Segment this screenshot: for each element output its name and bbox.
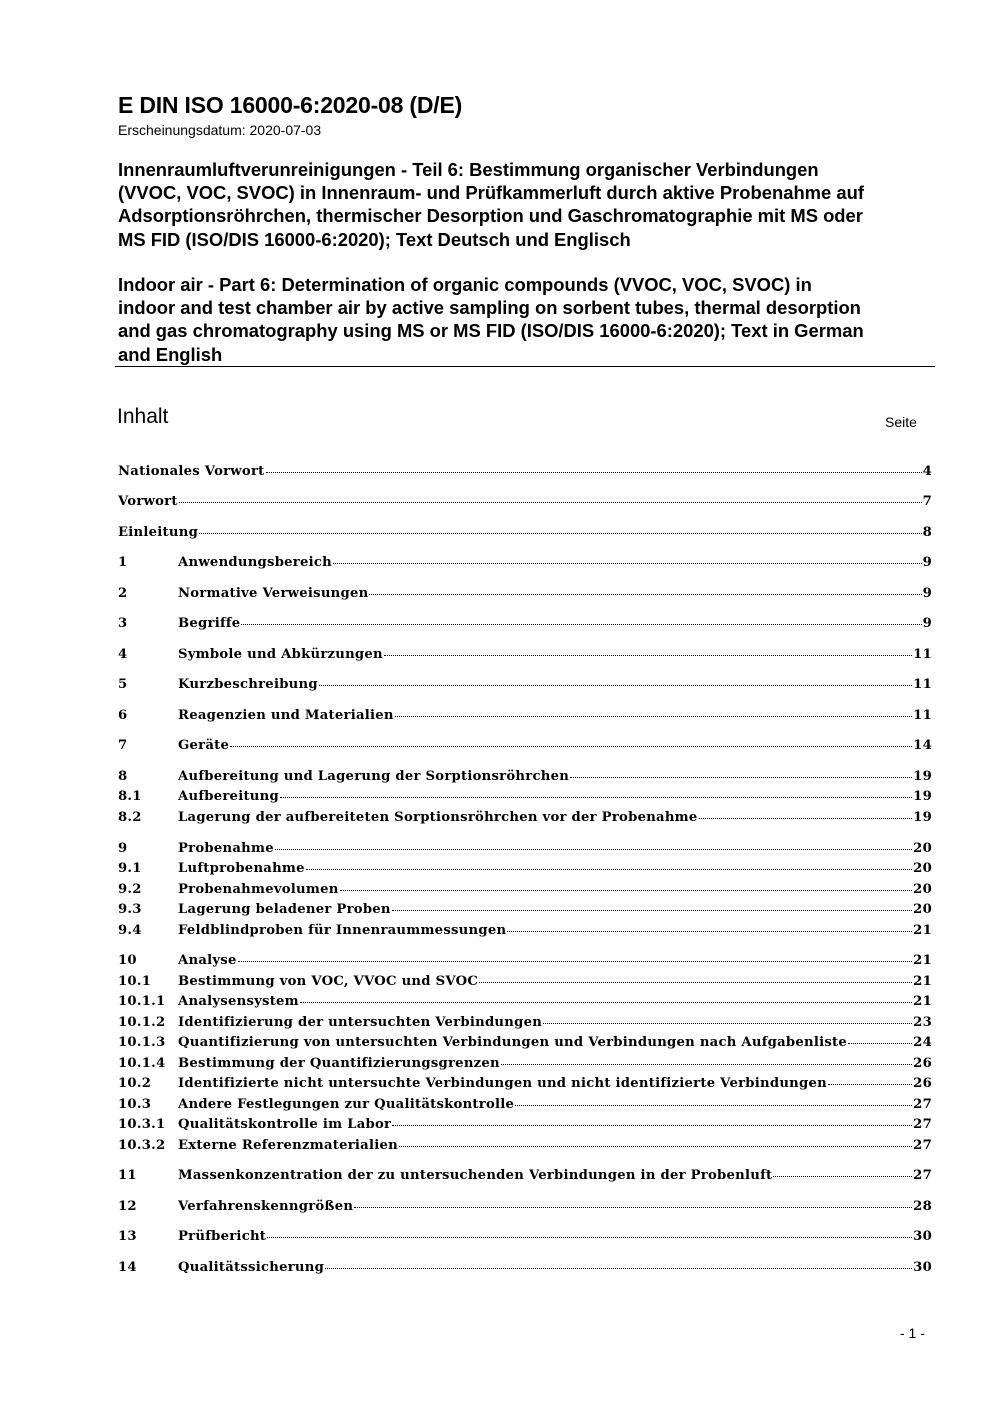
toc-entry-title: Anwendungsbereich xyxy=(178,555,333,570)
toc-entry-title: Probenahme xyxy=(178,841,274,856)
toc-entry-title: Begriffe xyxy=(178,616,241,631)
toc-entry-title: Geräte xyxy=(178,738,230,753)
toc-entry-title: Identifizierung der untersuchten Verbindungen xyxy=(178,1015,543,1030)
toc-entry[interactable] xyxy=(118,1229,932,1249)
toc-entry-title: Bestimmung der Quantifizierungsgrenzen xyxy=(178,1056,500,1071)
toc-dot-leader xyxy=(199,533,922,534)
toc-entry-page: 7 xyxy=(922,494,932,509)
toc-entry-title: Qualitätskontrolle im Labor xyxy=(178,1117,392,1132)
toc-entry-number: 10 xyxy=(118,953,137,968)
toc-entry-number: 1 xyxy=(118,555,128,570)
toc-entry[interactable] xyxy=(118,882,932,902)
toc-dot-leader xyxy=(395,716,912,717)
toc-entry[interactable] xyxy=(118,789,932,809)
toc-dot-leader xyxy=(515,1105,912,1106)
toc-entry[interactable] xyxy=(118,1168,932,1188)
toc-entry[interactable] xyxy=(118,677,932,697)
title-german-line: Adsorptionsröhrchen, thermischer Desorption und Gaschromatographie mit MS oder xyxy=(118,205,863,227)
toc-entry-title: Bestimmung von VOC, VVOC und SVOC xyxy=(178,974,479,989)
toc-entry-title: Feldblindproben für Innenraummessungen xyxy=(178,923,507,938)
toc-entry-number: 9.1 xyxy=(118,861,142,876)
toc-dot-leader xyxy=(399,1146,912,1147)
toc-entry-title: Aufbereitung xyxy=(178,789,279,804)
toc-entry-title: Analyse xyxy=(178,953,237,968)
toc-entry[interactable] xyxy=(118,974,932,994)
toc-entry[interactable] xyxy=(118,525,932,545)
toc-dot-leader xyxy=(354,1207,912,1208)
toc-entry-title: Verfahrenskenngrößen xyxy=(178,1199,354,1214)
toc-dot-leader xyxy=(238,961,913,962)
toc-entry-page: 21 xyxy=(913,923,932,938)
toc-entry[interactable] xyxy=(118,708,932,728)
toc-entry-title: Quantifizierung von untersuchten Verbindungen und Verbindungen nach Aufgabenliste xyxy=(178,1035,848,1050)
toc-entry-number: 14 xyxy=(118,1260,137,1275)
toc-entry[interactable] xyxy=(118,1076,932,1096)
toc-entry-number: 10.1.2 xyxy=(118,1015,166,1030)
title-german-line: Innenraumluftverunreinigungen - Teil 6: Bestimmung organischer Verbindungen xyxy=(118,159,819,180)
toc-entry-title: Probenahmevolumen xyxy=(178,882,339,897)
toc-entry-page: 20 xyxy=(913,861,932,876)
toc-entry[interactable] xyxy=(118,861,932,881)
toc-entry-title: Luftprobenahme xyxy=(178,861,305,876)
toc-entry[interactable] xyxy=(118,1035,932,1055)
toc-entry-page: 30 xyxy=(913,1260,932,1275)
toc-entry-title: Massenkonzentration der zu untersuchenden Verbindungen in der Probenluft xyxy=(178,1168,773,1183)
toc-entry-title: Qualitätssicherung xyxy=(178,1260,325,1275)
toc-entry[interactable] xyxy=(118,555,932,575)
toc-entry-title: Analysensystem xyxy=(178,994,299,1009)
toc-entry-title: Externe Referenzmaterialien xyxy=(178,1138,398,1153)
toc-entry[interactable] xyxy=(118,1260,932,1280)
toc-entry[interactable] xyxy=(118,616,932,636)
toc-entry-title: Einleitung xyxy=(118,525,199,540)
toc-dot-leader xyxy=(773,1176,912,1177)
toc-entry-number: 9.3 xyxy=(118,902,142,917)
toc-entry-page: 20 xyxy=(913,841,932,856)
toc-entry-number: 9.2 xyxy=(118,882,142,897)
toc-entry-number: 10.3 xyxy=(118,1097,152,1112)
toc-entry-page: 19 xyxy=(913,810,932,825)
toc-heading: Inhalt xyxy=(117,405,169,428)
toc-entry-number: 10.3.2 xyxy=(118,1138,166,1153)
toc-entry-page: 11 xyxy=(913,708,932,723)
toc-entry[interactable] xyxy=(118,1117,932,1137)
toc-entry-title: Symbole und Abkürzungen xyxy=(178,647,383,662)
toc-page-label: Seite xyxy=(885,414,917,430)
toc-entry-number: 3 xyxy=(118,616,128,631)
toc-entry-page: 20 xyxy=(913,882,932,897)
toc-entry[interactable] xyxy=(118,586,932,606)
toc-entry-title: Kurzbeschreibung xyxy=(178,677,318,692)
toc-entry-title: Lagerung der aufbereiteten Sorptionsröhrchen vor der Probenahme xyxy=(178,810,698,825)
toc-entry-page: 24 xyxy=(913,1035,932,1050)
toc-entry-title: Aufbereitung und Lagerung der Sorptionsröhrchen xyxy=(178,769,570,784)
toc-entry[interactable] xyxy=(118,769,932,789)
toc-entry[interactable] xyxy=(118,1138,932,1158)
toc-dot-leader xyxy=(828,1084,912,1085)
toc-entry[interactable] xyxy=(118,810,932,830)
toc-entry-page: 23 xyxy=(913,1015,932,1030)
toc-entry-number: 4 xyxy=(118,647,128,662)
toc-entry-number: 13 xyxy=(118,1229,137,1244)
toc-entry[interactable] xyxy=(118,1097,932,1117)
toc-entry-page: 27 xyxy=(913,1168,932,1183)
toc-entry[interactable] xyxy=(118,923,932,943)
toc-entry-page: 9 xyxy=(922,586,932,601)
toc-entry-page: 20 xyxy=(913,902,932,917)
toc-dot-leader xyxy=(300,1002,912,1003)
toc-dot-leader xyxy=(384,655,912,656)
release-date: Erscheinungsdatum: 2020-07-03 xyxy=(118,122,322,138)
toc-dot-leader xyxy=(369,594,921,595)
toc-entry-number: 11 xyxy=(118,1168,137,1183)
toc-entry-page: 9 xyxy=(922,555,932,570)
toc-entry-page: 21 xyxy=(913,974,932,989)
toc-dot-leader xyxy=(392,910,912,911)
toc-entry-page: 28 xyxy=(913,1199,932,1214)
toc-entry-title: Nationales Vorwort xyxy=(118,464,265,479)
toc-entry-title: Identifizierte nicht untersuchte Verbindungen und nicht identifizierte Verbindungen xyxy=(178,1076,827,1091)
toc-entry[interactable] xyxy=(118,1015,932,1035)
toc-entry-number: 8.2 xyxy=(118,810,142,825)
toc-entry-number: 8.1 xyxy=(118,789,142,804)
title-english-line: Indoor air - Part 6: Determination of organic compounds (VVOC, VOC, SVOC) in xyxy=(118,274,812,295)
title-english-line: and gas chromatography using MS or MS FID (ISO/DIS 16000-6:2020); Text in German xyxy=(118,320,864,342)
toc-entry[interactable] xyxy=(118,647,932,667)
toc-entry-number: 9.4 xyxy=(118,923,142,938)
toc-dot-leader xyxy=(280,797,912,798)
toc-dot-leader xyxy=(275,849,912,850)
toc-entry-title: Prüfbericht xyxy=(178,1229,267,1244)
toc-dot-leader xyxy=(230,746,912,747)
toc-dot-leader xyxy=(392,1125,912,1126)
toc-entry-number: 10.1.4 xyxy=(118,1056,166,1071)
toc-entry-page: 8 xyxy=(922,525,932,540)
toc-dot-leader xyxy=(501,1064,912,1065)
toc-entry[interactable] xyxy=(118,1199,932,1219)
toc-entry-title: Lagerung beladener Proben xyxy=(178,902,391,917)
toc-dot-leader xyxy=(241,624,921,625)
toc-entry-number: 12 xyxy=(118,1199,137,1214)
toc-entry[interactable] xyxy=(118,994,932,1014)
toc-dot-leader xyxy=(179,502,922,503)
toc-entry-title: Normative Verweisungen xyxy=(178,586,369,601)
title-german-line: (VVOC, VOC, SVOC) in Innenraum- und Prüfkammerluft durch aktive Probenahme auf xyxy=(118,182,864,204)
toc-dot-leader xyxy=(699,818,913,819)
toc-entry-page: 21 xyxy=(913,994,932,1009)
toc-entry-title: Andere Festlegungen zur Qualitätskontrolle xyxy=(178,1097,515,1112)
toc-entry-number: 10.2 xyxy=(118,1076,152,1091)
toc-entry-page: 27 xyxy=(913,1117,932,1132)
toc-entry-number: 7 xyxy=(118,738,128,753)
toc-entry-page: 11 xyxy=(913,677,932,692)
toc-entry-title: Reagenzien und Materialien xyxy=(178,708,394,723)
toc-entry-page: 19 xyxy=(913,769,932,784)
toc-dot-leader xyxy=(570,777,912,778)
toc-dot-leader xyxy=(340,890,913,891)
toc-entry[interactable] xyxy=(118,902,932,922)
toc-entry-page: 19 xyxy=(913,789,932,804)
toc-dot-leader xyxy=(333,563,922,564)
toc-entry-number: 2 xyxy=(118,586,128,601)
toc-entry-page: 26 xyxy=(913,1076,932,1091)
toc-entry-number: 9 xyxy=(118,841,128,856)
toc-entry-number: 10.1 xyxy=(118,974,152,989)
toc-entry-number: 5 xyxy=(118,677,128,692)
toc-entry-page: 4 xyxy=(922,464,932,479)
toc-entry-number: 6 xyxy=(118,708,128,723)
toc-entry-number: 10.3.1 xyxy=(118,1117,166,1132)
toc-entry[interactable] xyxy=(118,738,932,758)
title-german-line: MS FID (ISO/DIS 16000-6:2020); Text Deutsch und Englisch xyxy=(118,228,631,250)
toc-entry-page: 14 xyxy=(913,738,932,753)
toc-entry[interactable] xyxy=(118,494,932,514)
toc-dot-leader xyxy=(267,1237,912,1238)
toc-dot-leader xyxy=(848,1043,912,1044)
toc-entry-page: 30 xyxy=(913,1229,932,1244)
toc-entry-page: 27 xyxy=(913,1138,932,1153)
toc-dot-leader xyxy=(479,982,912,983)
toc-entry-page: 27 xyxy=(913,1097,932,1112)
page-number: - 1 - xyxy=(900,1325,925,1341)
toc-dot-leader xyxy=(325,1268,912,1269)
toc-entry[interactable] xyxy=(118,953,932,973)
toc-entry[interactable] xyxy=(118,1056,932,1076)
toc-dot-leader xyxy=(543,1023,912,1024)
document-id: E DIN ISO 16000-6:2020-08 (D/E) xyxy=(118,92,463,118)
toc-entry-page: 11 xyxy=(913,647,932,662)
toc-entry[interactable] xyxy=(118,464,932,484)
toc-entry-number: 10.1.3 xyxy=(118,1035,166,1050)
toc-entry-page: 26 xyxy=(913,1056,932,1071)
toc-entry-title: Vorwort xyxy=(118,494,178,509)
toc-entry-page: 21 xyxy=(913,953,932,968)
toc-entry-number: 8 xyxy=(118,769,128,784)
toc-entry[interactable] xyxy=(118,841,932,861)
title-english-line: and English xyxy=(118,343,223,365)
toc-dot-leader xyxy=(306,869,912,870)
toc-dot-leader xyxy=(507,931,912,932)
table-of-contents xyxy=(118,0,934,1403)
toc-entry-page: 9 xyxy=(922,616,932,631)
toc-dot-leader xyxy=(319,685,912,686)
toc-entry-number: 10.1.1 xyxy=(118,994,166,1009)
toc-dot-leader xyxy=(266,472,922,473)
title-english-line: indoor and test chamber air by active sampling on sorbent tubes, thermal desorption xyxy=(118,297,861,319)
